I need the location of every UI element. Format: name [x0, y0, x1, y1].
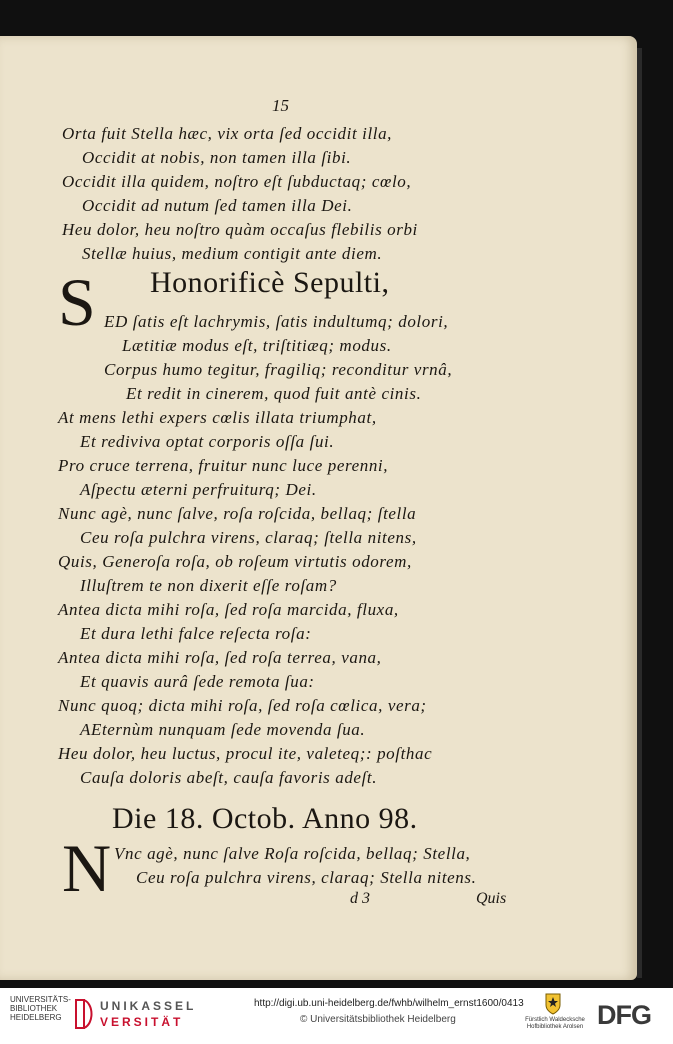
verse-line: Stellæ huius, medium contigit ante diem.: [82, 244, 383, 263]
verse-line: Ceu roſa pulchra virens, claraq; Stella nitens.: [136, 868, 477, 887]
footer-bar: [0, 988, 673, 1044]
waldeck-library-logo[interactable]: [514, 1017, 596, 1031]
date-heading: Die 18. Octob. Anno 98.: [112, 802, 418, 835]
verse-line: Et quavis aurâ ſede remota ſua:: [80, 672, 315, 691]
verse-line: Quis, Generoſa roſa, ob roſeum virtutis odorem,: [58, 552, 412, 571]
verse-line: Et redit in cinerem, quod fuit antè cinis.: [126, 384, 422, 403]
source-url-link[interactable]: http://digi.ub.uni-heidelberg.de/fwhb/wilhelm_ernst1600/0413: [254, 998, 524, 1009]
page-edge: [637, 48, 642, 978]
waldeck-line: Fürstlich Waldecksche: [525, 1017, 585, 1023]
verse-line: At mens lethi expers cœlis illata triumphat,: [58, 408, 377, 427]
kassel-line: UNIKASSEL: [100, 999, 197, 1013]
verse-line: AEternùm nunquam ſede movenda ſua.: [80, 720, 366, 739]
ub-line: UNIVERSITÄTS-: [10, 995, 71, 1004]
signature-mark: d 3: [350, 890, 370, 907]
verse-line: Antea dicta mihi roſa, ſed roſa terrea, vana,: [58, 648, 382, 667]
book-page: [0, 36, 637, 980]
waldeck-line: Hofbibliothek Arolsen: [526, 1024, 584, 1030]
drop-cap: S: [58, 264, 96, 340]
verse-line: Nunc quoq; dicta mihi roſa, ſed roſa cœlica, vera;: [58, 696, 427, 715]
waldeck-crest-icon: [544, 992, 562, 1016]
verse-line: ED ſatis eſt lachrymis, ſatis indultumq; dolori,: [104, 312, 449, 331]
uni-kassel-logo[interactable]: [100, 998, 196, 1030]
verse-line: Antea dicta mihi roſa, ſed roſa marcida, fluxa,: [58, 600, 399, 619]
verse-line: Lætitiæ modus eſt, triſtitiæq; modus.: [122, 336, 392, 355]
drop-cap: N: [62, 830, 112, 906]
verse-line: Cauſa doloris abeſt, cauſa favoris adeſt.: [80, 768, 378, 787]
verse-line: Ceu roſa pulchra virens, claraq; ſtella nitens,: [80, 528, 417, 547]
ub-line: HEIDELBERG: [10, 1013, 62, 1022]
verse-line: Occidit ad nutum ſed tamen illa Dei.: [82, 196, 353, 215]
dfg-logo[interactable]: DFG: [597, 1000, 651, 1030]
catchword: Quis: [476, 890, 507, 907]
verse-line: Illuſtrem te non dixerit eſſe roſam?: [80, 576, 337, 595]
verse-line: Heu dolor, heu luctus, procul ite, valeteq;: poſthac: [58, 744, 433, 763]
verse-line: Orta fuit Stella hæc, vix orta ſed occidit illa,: [62, 124, 393, 143]
verse-line: Occidit illa quidem, noſtro eſt ſubductaq; cœlo,: [62, 172, 412, 191]
verse-line: Corpus humo tegitur, fragiliq; reconditur vrnâ,: [104, 360, 453, 379]
section-heading: Honorificè Sepulti,: [150, 266, 390, 299]
kassel-mark-icon: [72, 996, 96, 1032]
verse-line: Pro cruce terrena, fruitur nunc luce perenni,: [58, 456, 389, 475]
page-number: 15: [272, 96, 289, 115]
ub-line: BIBLIOTHEK: [10, 1004, 58, 1013]
kassel-line: VERSITÄT: [100, 1015, 184, 1029]
verse-line: Occidit at nobis, non tamen illa ſibi.: [82, 148, 352, 167]
verse-line: Nunc agè, nunc ſalve, roſa roſcida, bellaq; ſtella: [58, 504, 417, 523]
verse-line: Heu dolor, heu noſtro quàm occaſus flebilis orbi: [62, 220, 418, 239]
verse-line: Vnc agè, nunc ſalve Roſa roſcida, bellaq; Stella,: [114, 844, 471, 863]
verse-line: Et rediviva optat corporis oſſa ſui.: [80, 432, 335, 451]
verse-line: Et dura lethi falce reſecta roſa:: [80, 624, 312, 643]
verse-line: Aſpectu æterni perfruiturq; Dei.: [80, 480, 317, 499]
copyright-text: © Universitätsbibliothek Heidelberg: [300, 1014, 456, 1025]
ub-heidelberg-logo[interactable]: [10, 995, 71, 1022]
